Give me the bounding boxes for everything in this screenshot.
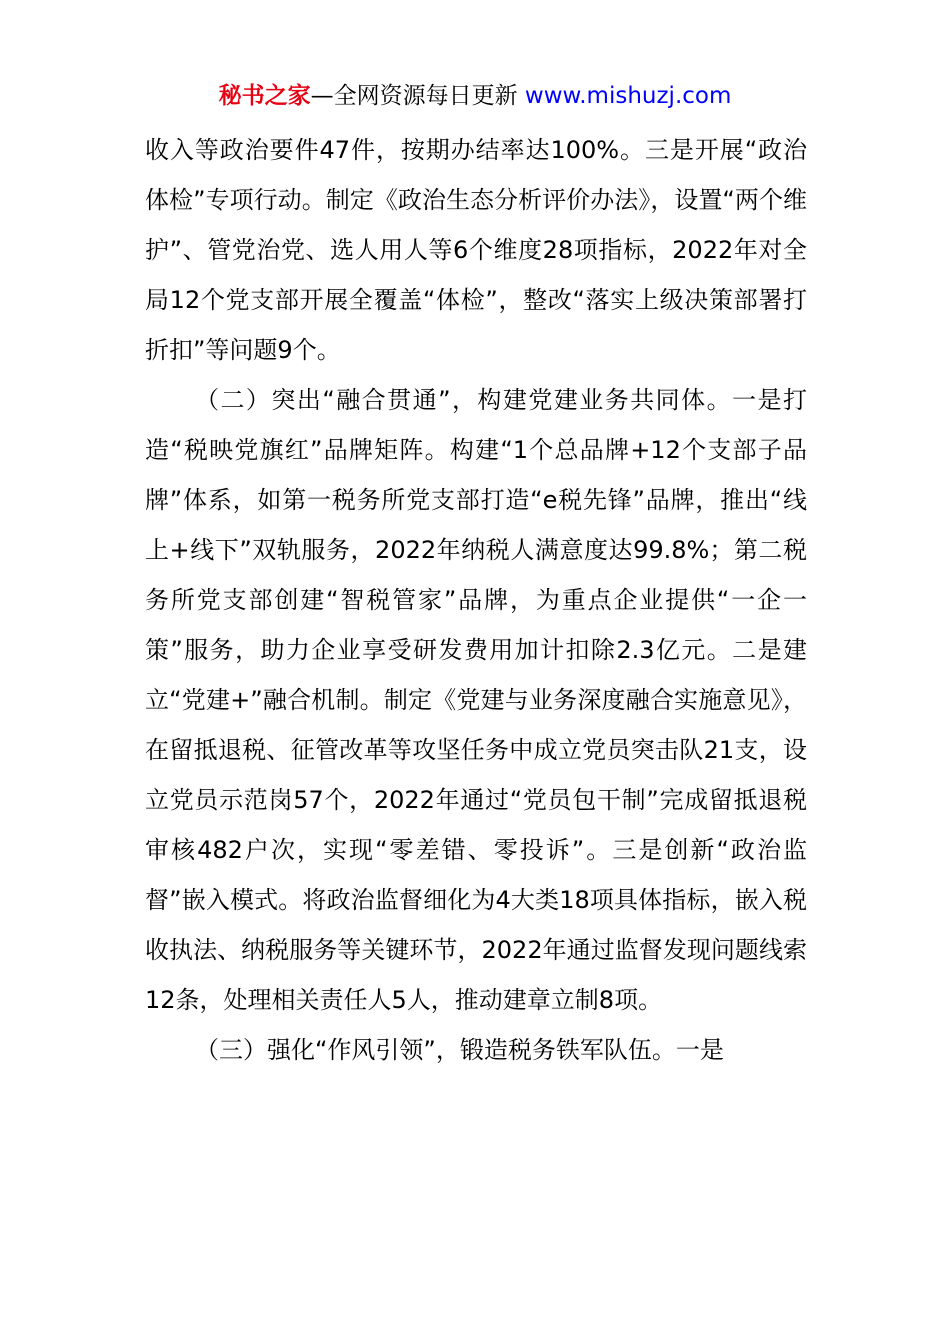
paragraph-section-2: （二）突出“融合贯通”，构建党建业务共同体。一是打造“税映党旗红”品牌矩阵。构建“1个总品牌+12个支部子品牌”体系，如第一税务所党支部打造“e税先锋”品牌，推出“线上+线下”双轨服务，2022年纳税人满意度达99.8%；第二税务所党支部创建“智税管家”品牌，为重点企业提供“一企一策”服务，助力企业享受研发费用加计扣除2.3亿元。二是建立“党建+”融合机制。制定《党建与业务深度融合实施意见》，在留抵退税、征管改革等攻坚任务中成立党员突击队21支，设立党员示范岗57个，2022年通过“党员包干制”完成留抵退税审核482户次，实现“零差错、零投诉”。三是创新“政治监督”嵌入模式。将政治监督细化为4大类18项具体指标，嵌入税收执法、纳税服务等关键环节，2022年通过监督发现问题线索12条，处理相关责任人5人，推动建章立制8项。 [145, 386, 807, 1014]
site-url-link[interactable]: www.mishuzj.com [524, 83, 732, 109]
brand-name: 秘书之家 [218, 83, 311, 109]
document-body [145, 125, 807, 1075]
site-header [0, 80, 950, 112]
paragraph-continuation: 收入等政治要件47件，按期办结率达100%。三是开展“政治体检”专项行动。制定《政治生态分析评价办法》，设置“两个维护”、管党治党、选人用人等6个维度28项指标，2022年对全局12个党支部开展全覆盖“体检”，整改“落实上级决策部署打折扣”等问题9个。 [145, 136, 807, 364]
header-tagline: —全网资源每日更新 [310, 83, 518, 109]
paragraph-section-3: （三）强化“作风引领”，锻造税务铁军队伍。一是 [195, 1036, 724, 1064]
